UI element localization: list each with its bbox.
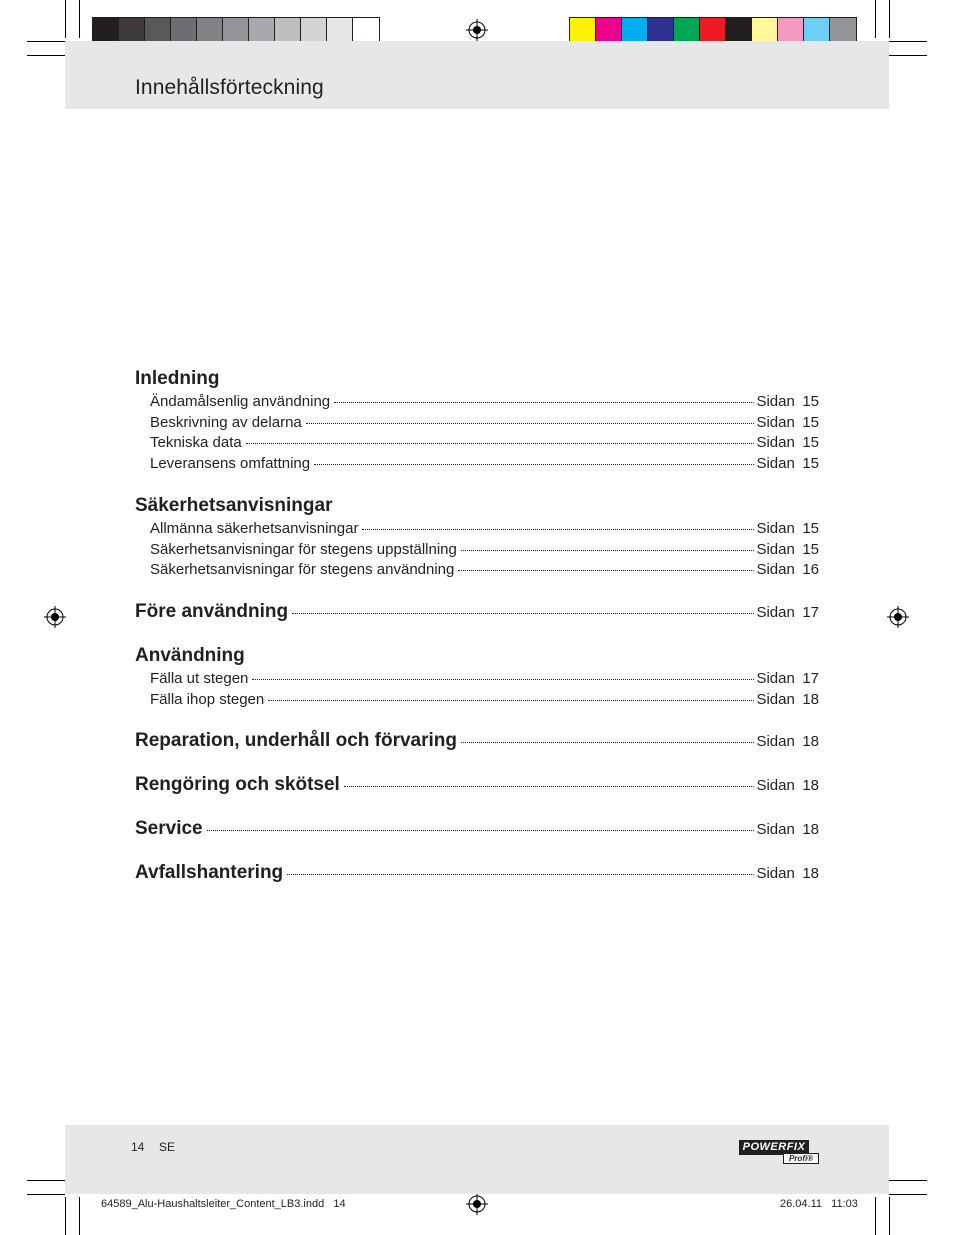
page-number: 14 [131, 1140, 145, 1154]
page-num: 18 [802, 733, 819, 751]
page-word: Sidan [756, 733, 795, 751]
page-num: 17 [802, 603, 819, 621]
page-reference [756, 604, 819, 621]
toc-section [135, 860, 819, 886]
color-swatch [249, 18, 275, 42]
toc-entry[interactable] [135, 728, 819, 754]
page-reference [756, 392, 819, 413]
toc-section [135, 643, 819, 710]
color-swatch [93, 18, 119, 42]
page-reference [756, 865, 819, 882]
color-swatch [674, 18, 700, 42]
page-reference [756, 540, 819, 561]
toc-entry-label: Fälla ihop stegen [150, 690, 265, 708]
toc-section-title: Avfallshantering [135, 862, 284, 884]
color-swatch [171, 18, 197, 42]
page-reference [756, 777, 819, 794]
page-num: 18 [802, 821, 819, 839]
dot-leader [287, 874, 754, 875]
dot-leader [458, 570, 754, 571]
registration-mark-icon [466, 19, 488, 41]
color-swatch [778, 18, 804, 42]
page-reference [756, 669, 819, 690]
toc-entry-label: Leveransens omfattning [150, 455, 311, 473]
color-swatch [648, 18, 674, 42]
toc-entry-label: Beskrivning av delarna [150, 413, 302, 431]
crop-mark [889, 0, 890, 38]
page-reference [756, 821, 819, 838]
crop-mark [79, 1197, 80, 1235]
page-title: Innehållsförteckning [135, 76, 324, 99]
page-reference [756, 733, 819, 750]
toc-section [135, 772, 819, 798]
toc-section-title: Före användning [135, 600, 289, 622]
page-word: Sidan [756, 821, 795, 839]
toc-entry-label: Fälla ut stegen [150, 669, 249, 687]
table-of-contents [135, 366, 819, 904]
toc-entry[interactable] [135, 560, 819, 581]
crop-mark [889, 41, 927, 42]
color-swatch [700, 18, 726, 42]
dot-leader [246, 443, 755, 444]
grayscale-color-bar [92, 17, 380, 43]
color-swatch [752, 18, 778, 42]
page-word: Sidan [756, 669, 795, 687]
page-num: 15 [802, 393, 819, 410]
page-word: Sidan [756, 519, 795, 537]
dot-leader [334, 402, 754, 403]
language-code: SE [159, 1140, 176, 1154]
color-swatch [622, 18, 648, 42]
registration-mark-icon [466, 1193, 488, 1215]
page-num: 15 [802, 434, 819, 452]
page-num: 17 [802, 669, 819, 687]
color-swatch [596, 18, 622, 42]
page-num: 15 [802, 455, 819, 473]
crop-mark [79, 0, 80, 38]
toc-entry[interactable] [135, 540, 819, 561]
toc-entry[interactable] [135, 860, 819, 886]
toc-section-title: Reparation, underhåll och förvaring [135, 730, 457, 752]
color-swatch [223, 18, 249, 42]
crop-mark [65, 0, 66, 38]
toc-entry[interactable] [135, 433, 819, 454]
crop-mark [889, 55, 927, 56]
print-slug-file: 64589_Alu-Haushaltsleiter_Content_LB3.indd 14 [101, 1198, 346, 1210]
toc-section-title: Rengöring och skötsel [135, 774, 340, 796]
page-num: 18 [802, 865, 819, 883]
toc-entry[interactable] [135, 669, 819, 690]
crop-mark [27, 55, 65, 56]
crop-mark [65, 1197, 66, 1235]
crop-mark [875, 0, 876, 38]
color-swatch [119, 18, 145, 42]
dot-leader [314, 464, 754, 465]
dot-leader [306, 423, 755, 424]
toc-entry[interactable] [135, 690, 819, 711]
process-color-bar [569, 17, 857, 43]
dot-leader [461, 742, 754, 743]
dot-leader [461, 550, 755, 551]
toc-entry-label: Säkerhetsanvisningar för stegens uppställning [150, 540, 457, 558]
toc-section [135, 728, 819, 754]
toc-entry[interactable] [135, 454, 819, 475]
toc-entry[interactable] [135, 816, 819, 842]
dot-leader [362, 529, 754, 530]
page-word: Sidan [756, 540, 795, 558]
page-reference [756, 560, 819, 581]
color-swatch [726, 18, 752, 42]
page-reference [756, 454, 819, 475]
page-word: Sidan [756, 690, 795, 708]
color-swatch [353, 18, 379, 42]
page-word: Sidan [756, 603, 795, 621]
page-num: 18 [802, 690, 819, 708]
toc-section-title: Service [135, 818, 203, 840]
registration-mark-icon [44, 606, 66, 628]
page-reference [756, 413, 819, 434]
logo-sub-text: Profi® [783, 1153, 819, 1164]
color-swatch [804, 18, 830, 42]
toc-entry-label: Säkerhetsanvisningar för stegens användning [150, 561, 455, 579]
color-swatch [570, 18, 596, 42]
toc-entry-label: Allmänna säkerhetsanvisningar [150, 519, 359, 537]
toc-entry[interactable] [135, 392, 819, 413]
powerfix-logo [739, 1140, 819, 1164]
page-num: 18 [802, 777, 819, 795]
crop-mark [27, 1180, 65, 1181]
dot-leader [268, 700, 754, 701]
toc-entry[interactable] [135, 772, 819, 798]
crop-mark [27, 1194, 65, 1195]
toc-entry[interactable] [135, 413, 819, 434]
toc-section [135, 493, 819, 581]
toc-section [135, 599, 819, 625]
crop-mark [889, 1180, 927, 1181]
toc-entry[interactable] [135, 519, 819, 540]
page-reference [756, 519, 819, 540]
page-num: 15 [802, 519, 819, 537]
page-reference [756, 690, 819, 711]
registration-mark-icon [887, 606, 909, 628]
page-reference [756, 433, 819, 454]
dot-leader [252, 679, 754, 680]
toc-entry[interactable] [135, 599, 819, 625]
toc-section-title: Inledning [135, 368, 220, 389]
page-word: Sidan [756, 455, 795, 473]
crop-mark [875, 1197, 876, 1235]
toc-entry-label: Tekniska data [150, 434, 242, 452]
toc-section-title: Användning [135, 644, 245, 666]
dot-leader [344, 786, 755, 787]
toc-section [135, 366, 819, 475]
color-swatch [830, 18, 856, 42]
color-swatch [145, 18, 171, 42]
page-word: Sidan [756, 393, 795, 410]
page-word: Sidan [756, 413, 795, 431]
page-num: 15 [802, 413, 819, 431]
page-word: Sidan [756, 865, 795, 883]
page-num: 16 [802, 561, 819, 579]
color-swatch [301, 18, 327, 42]
toc-section [135, 816, 819, 842]
print-slug-timestamp: 26.04.11 11:03 [780, 1198, 858, 1210]
page-num: 15 [802, 540, 819, 558]
crop-mark [27, 41, 65, 42]
dot-leader [292, 613, 754, 614]
color-swatch [327, 18, 353, 42]
page-word: Sidan [756, 561, 795, 579]
color-swatch [275, 18, 301, 42]
crop-mark [889, 1197, 890, 1235]
toc-section-title: Säkerhetsanvisningar [135, 494, 333, 516]
dot-leader [207, 830, 755, 831]
toc-entry-label: Ändamålsenlig användning [150, 393, 331, 410]
page-word: Sidan [756, 434, 795, 452]
logo-main-text: POWERFIX [739, 1140, 809, 1155]
page-word: Sidan [756, 777, 795, 795]
color-swatch [197, 18, 223, 42]
crop-mark [889, 1194, 927, 1195]
